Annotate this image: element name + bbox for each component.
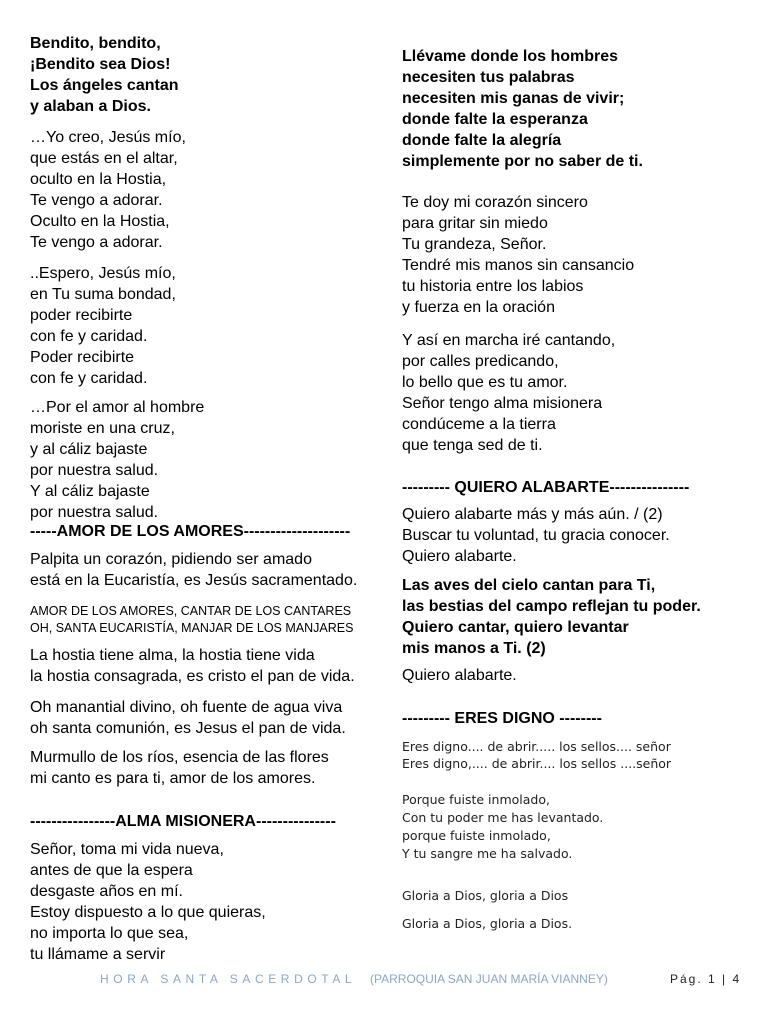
text-line: antes de que la espera	[30, 862, 193, 879]
section-heading-alma: ----------------ALMA MISIONERA---------------	[30, 813, 336, 830]
text-line: Quiero alabarte.	[402, 548, 517, 565]
text-line: que estás en el altar,	[30, 150, 178, 167]
text-line: oh santa comunión, es Jesus el pan de vida.	[30, 720, 346, 737]
text-line: mi canto es para ti, amor de los amores.	[30, 770, 316, 787]
text-line: está en la Eucaristía, es Jesús sacramentado.	[30, 572, 358, 589]
text-line: Con tu poder me has levantado.	[402, 810, 604, 825]
text-line: Tu grandeza, Señor.	[402, 236, 547, 253]
page-number: Pág. 1 | 4	[670, 972, 742, 986]
footer-parish: (PARROQUIA SAN JUAN MARÍA VIANNEY)	[370, 972, 608, 986]
text-line: tu historia entre los labios	[402, 278, 584, 295]
text-line: Estoy dispuesto a lo que quieras,	[30, 904, 266, 921]
text-line: Y así en marcha iré cantando,	[402, 332, 616, 349]
text-line: Eres digno.... de abrir..... los sellos.... señor	[402, 739, 671, 754]
text-line: Murmullo de los ríos, esencia de las flores	[30, 749, 329, 766]
text-line: Te vengo a adorar.	[30, 234, 163, 251]
text-line: Eres digno,.... de abrir.... los sellos ....señor	[402, 756, 672, 771]
text-line: …Por el amor al hombre	[30, 399, 205, 416]
text-line: oculto en la Hostia,	[30, 171, 167, 188]
text-line: por nuestra salud.	[30, 462, 159, 479]
text-line: Te doy mi corazón sincero	[402, 194, 588, 211]
text-line: Bendito, bendito,	[30, 35, 161, 52]
text-line: Palpita un corazón, pidiendo ser amado	[30, 551, 312, 568]
page-footer	[0, 972, 768, 992]
section-heading-amor: -----AMOR DE LOS AMORES--------------------	[30, 523, 351, 540]
text-line: Porque fuiste inmolado,	[402, 792, 550, 807]
text-line: Gloria a Dios, gloria a Dios.	[402, 916, 573, 931]
text-line: y al cáliz bajaste	[30, 441, 148, 458]
text-line: por calles predicando,	[402, 353, 559, 370]
text-line: donde falte la alegría	[402, 132, 562, 149]
text-line: Tendré mis manos sin cansancio	[402, 257, 635, 274]
section-heading-quiero: --------- QUIERO ALABARTE---------------	[402, 479, 690, 496]
text-line: ..Espero, Jesús mío,	[30, 265, 176, 282]
text-line: las bestias del campo reflejan tu poder.	[402, 598, 701, 615]
text-line: para gritar sin miedo	[402, 215, 548, 232]
text-line: tu llámame a servir	[30, 946, 166, 963]
text-line: …Yo creo, Jesús mío,	[30, 129, 186, 146]
text-line: condúceme a la tierra	[402, 416, 556, 433]
text-line: Llévame donde los hombres	[402, 48, 619, 65]
text-line: Las aves del cielo cantan para Ti,	[402, 577, 656, 594]
text-line: en Tu suma bondad,	[30, 286, 176, 303]
text-line: ¡Bendito sea Dios!	[30, 56, 171, 73]
text-line: Gloria a Dios, gloria a Dios	[402, 888, 569, 903]
text-line: Buscar tu voluntad, tu gracia conocer.	[402, 527, 670, 544]
text-line: AMOR DE LOS AMORES, CANTAR DE LOS CANTARES	[30, 604, 352, 618]
text-line: donde falte la esperanza	[402, 111, 588, 128]
text-line: porque fuiste inmolado,	[402, 828, 551, 843]
text-line: necesiten tus palabras	[402, 69, 575, 86]
text-line: Quiero alabarte.	[402, 667, 517, 684]
text-line: con fe y caridad.	[30, 370, 148, 387]
text-line: desgaste años en mí.	[30, 883, 183, 900]
text-line: que tenga sed de ti.	[402, 437, 543, 454]
text-line: Oh manantial divino, oh fuente de agua viva	[30, 699, 343, 716]
text-line: Oculto en la Hostia,	[30, 213, 170, 230]
text-line: con fe y caridad.	[30, 328, 148, 345]
text-line: Y tu sangre me ha salvado.	[402, 846, 573, 861]
text-line: Y al cáliz bajaste	[30, 483, 150, 500]
text-line: y alaban a Dios.	[30, 98, 151, 115]
text-line: mis manos a Ti. (2)	[402, 640, 546, 657]
text-line: la hostia consagrada, es cristo el pan de vida.	[30, 668, 355, 685]
footer-title: HORA SANTA SACERDOTAL	[100, 972, 357, 986]
text-line: poder recibirte	[30, 307, 133, 324]
text-line: Señor, toma mi vida nueva,	[30, 841, 224, 858]
text-line: Poder recibirte	[30, 349, 135, 366]
text-line: Quiero alabarte más y más aún. / (2)	[402, 506, 663, 523]
text-line: y fuerza en la oración	[402, 299, 555, 316]
text-line: moriste en una cruz,	[30, 420, 175, 437]
section-heading-eres: --------- ERES DIGNO --------	[402, 710, 602, 727]
text-line: por nuestra salud.	[30, 504, 159, 521]
text-line: Te vengo a adorar.	[30, 192, 163, 209]
text-line: no importa lo que sea,	[30, 925, 189, 942]
text-line: Señor tengo alma misionera	[402, 395, 603, 412]
text-line: OH, SANTA EUCARISTÍA, MANJAR DE LOS MANJARES	[30, 621, 354, 635]
text-line: La hostia tiene alma, la hostia tiene vida	[30, 647, 315, 664]
text-line: necesiten mis ganas de vivir;	[402, 90, 625, 107]
text-line: Quiero cantar, quiero levantar	[402, 619, 629, 636]
text-line: lo bello que es tu amor.	[402, 374, 568, 391]
text-line: Los ángeles cantan	[30, 77, 179, 94]
text-line: simplemente por no saber de ti.	[402, 153, 643, 170]
